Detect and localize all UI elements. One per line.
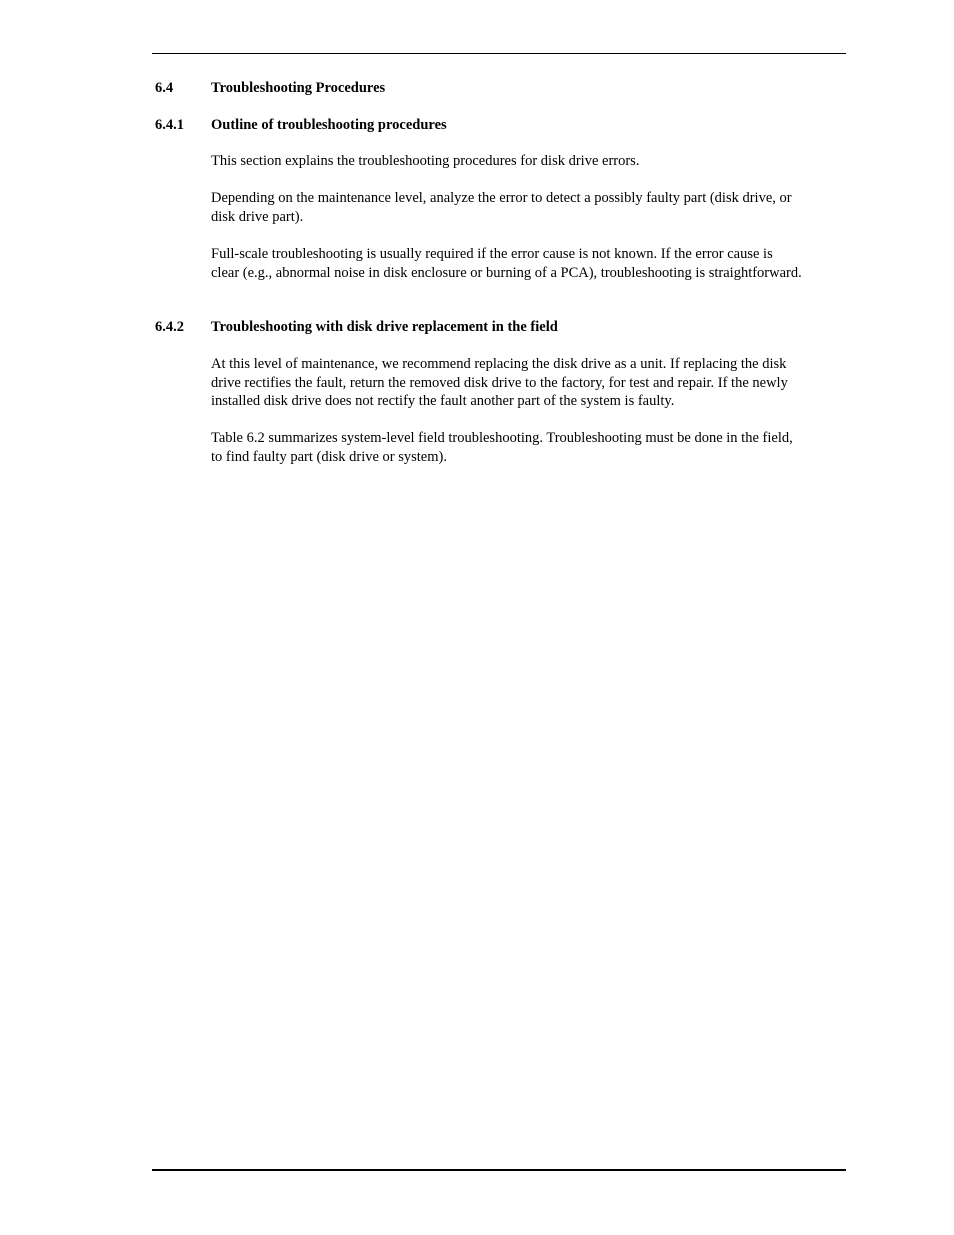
section-number: 6.4.1 (155, 117, 184, 133)
text-line: This section explains the troubleshooting procedures for disk drive errors. (211, 153, 640, 169)
paragraph-outline-intro (211, 152, 851, 171)
section-heading-6-4 (155, 79, 385, 97)
text-line: Depending on the maintenance level, analyze the error to detect a possibly faulty part (disk drive, or (211, 190, 792, 206)
section-heading-6-4-1 (155, 116, 447, 134)
paragraph-table-summary (211, 429, 851, 466)
text-line: installed disk drive does not rectify the fault another part of the system is faulty. (211, 393, 675, 409)
paragraph-maintenance-level (211, 189, 851, 226)
paragraph-replacement (211, 355, 851, 411)
text-line: disk drive part). (211, 208, 304, 225)
section-heading-6-4-2 (155, 318, 558, 336)
text-line: Table 6.2 summarizes system-level field troubleshooting. Troubleshooting must be done in the field, (211, 430, 793, 446)
text-line: drive rectifies the fault, return the removed disk drive to the factory, for test and repair. If the newly (211, 374, 788, 391)
section-title: Troubleshooting Procedures (211, 80, 386, 96)
text-line: clear (e.g., abnormal noise in disk enclosure or burning of a PCA), troubleshooting is straightforward. (211, 264, 802, 281)
footer-rule (152, 1169, 846, 1171)
section-title: Troubleshooting with disk drive replacement in the field (211, 319, 558, 335)
section-number: 6.4 (155, 80, 174, 96)
text-line: to find faulty part (disk drive or system). (211, 448, 447, 465)
text-line: At this level of maintenance, we recommend replacing the disk drive as a unit. If replacing the disk (211, 356, 787, 372)
paragraph-full-scale (211, 245, 851, 282)
section-title: Outline of troubleshooting procedures (211, 117, 447, 133)
header-rule (152, 53, 846, 54)
section-number: 6.4.2 (155, 319, 184, 335)
text-line: Full-scale troubleshooting is usually required if the error cause is not known. If the error cause is (211, 246, 773, 262)
